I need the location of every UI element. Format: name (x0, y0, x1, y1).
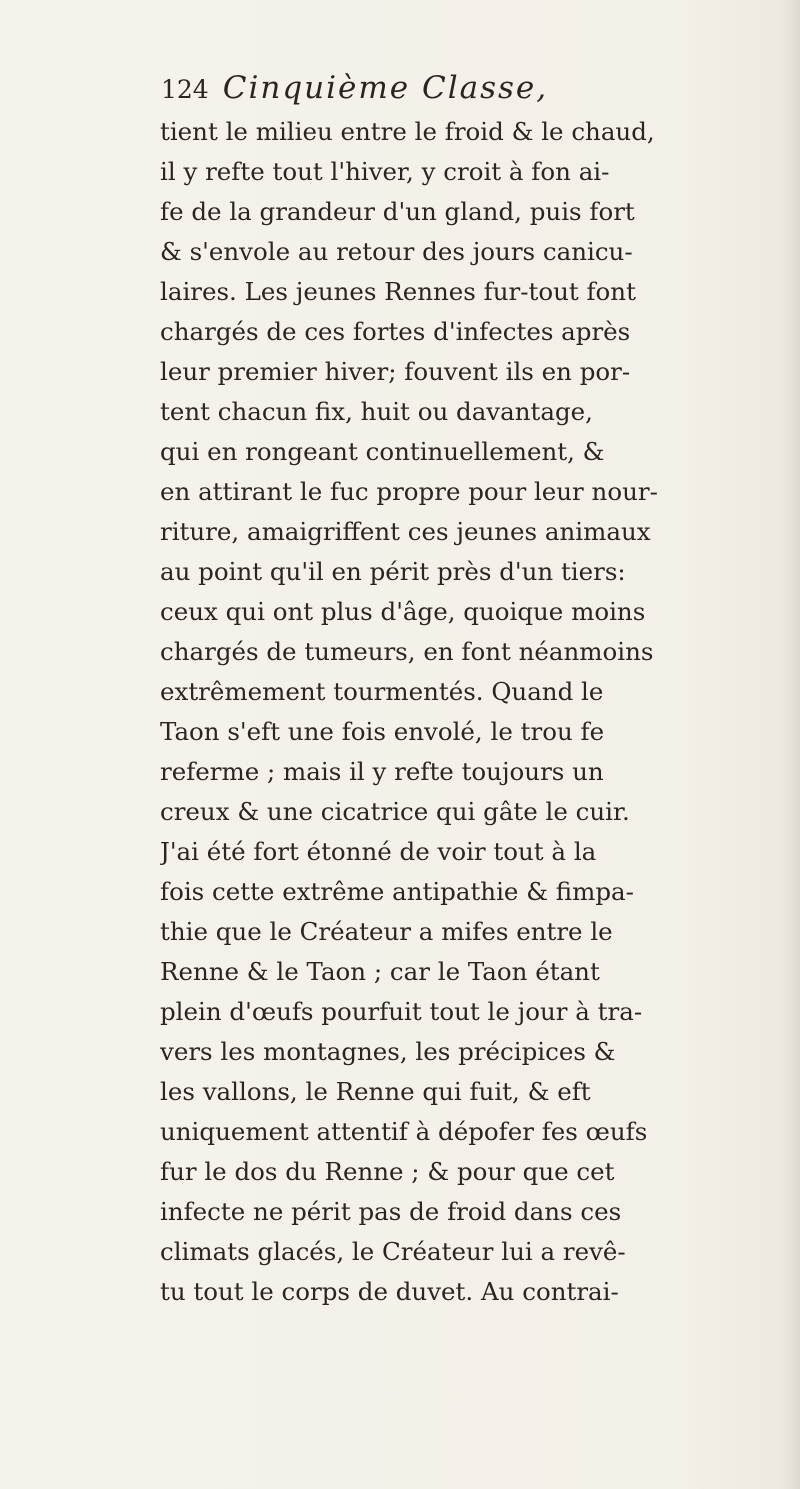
page-header (161, 70, 548, 110)
page-edge-shadow (782, 0, 800, 1489)
text-line: Taon s'eft une fois envolé, le trou fe (160, 717, 605, 746)
text-line: vers les montagnes, les précipices & (160, 1037, 616, 1066)
text-line: tient le milieu entre le froid & le chaud, (160, 117, 655, 146)
text-line: infecte ne périt pas de froid dans ces (160, 1197, 622, 1226)
text-line: & s'envole au retour des jours canicu- (160, 237, 633, 266)
text-line: ceux qui ont plus d'âge, quoique moins (160, 597, 646, 626)
text-line: uniquement attentif à dépofer fes œufs (160, 1117, 648, 1146)
text-line: les vallons, le Renne qui fuit, & eft (160, 1077, 591, 1106)
text-line: tent chacun fix, huit ou davantage, (160, 397, 593, 426)
text-line: fur le dos du Renne ; & pour que cet (160, 1157, 615, 1186)
text-line: plein d'œufs pourfuit tout le jour à tra- (160, 997, 643, 1026)
running-title: Cinquième Classe, (222, 70, 549, 106)
text-line: il y refte tout l'hiver, y croit à fon ai- (160, 157, 610, 186)
text-line: leur premier hiver; fouvent ils en por- (160, 357, 631, 386)
text-line: laires. Les jeunes Rennes fur-tout font (160, 277, 636, 306)
text-line: climats glacés, le Créateur lui a revê- (160, 1237, 626, 1266)
text-line: chargés de tumeurs, en font néanmoins (160, 637, 654, 666)
text-line: fe de la grandeur d'un gland, puis fort (160, 197, 635, 226)
text-line: extrêmement tourmentés. Quand le (160, 677, 604, 706)
text-line: tu tout le corps de duvet. Au contrai- (160, 1277, 619, 1306)
text-line: thie que le Créateur a mifes entre le (160, 917, 613, 946)
text-line: fois cette extrême antipathie & fimpa- (160, 877, 634, 906)
text-line: en attirant le fuc propre pour leur nour- (160, 477, 658, 506)
text-line: chargés de ces fortes d'infectes après (160, 317, 631, 346)
text-line: J'ai été fort étonné de voir tout à la (160, 837, 597, 866)
body-text (160, 112, 800, 1312)
text-line: au point qu'il en périt près d'un tiers: (160, 557, 626, 586)
text-line: creux & une cicatrice qui gâte le cuir. (160, 797, 630, 826)
text-line: Renne & le Taon ; car le Taon étant (160, 957, 600, 986)
text-line: referme ; mais il y refte toujours un (160, 757, 604, 786)
page-number: 124 (161, 75, 209, 104)
text-line: riture, amaigriffent ces jeunes animaux (160, 517, 651, 546)
text-line: qui en rongeant continuellement, & (160, 437, 605, 466)
